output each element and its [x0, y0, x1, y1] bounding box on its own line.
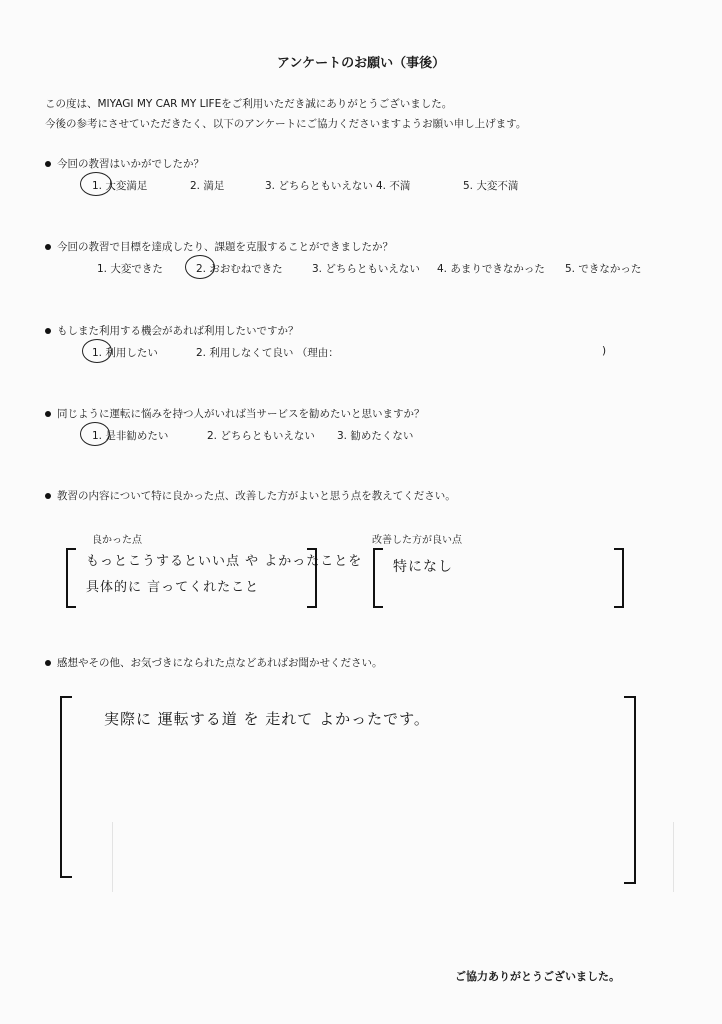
selected-circle-mark [185, 255, 215, 279]
q4-option-3[interactable]: 3. 勧めたくない [337, 430, 414, 442]
good-points-answer-line-1[interactable]: もっとこうするといい点 や よかったことを [86, 554, 363, 569]
answer-bracket-left [373, 548, 383, 608]
comment-bracket-left [60, 696, 72, 878]
q3-option-1[interactable]: 1. 利用したい [92, 347, 158, 359]
answer-bracket-right [614, 548, 624, 608]
q3-reason-close: ) [602, 345, 607, 357]
question-4-text: 同じように運転に悩みを持つ人がいれば当サービスを勧めたいと思いますか？ [57, 408, 425, 420]
page-title: アンケートのお願い（事後） [276, 56, 446, 71]
q2-option-4[interactable]: 4. あまりできなかった [437, 263, 545, 275]
bullet-icon [45, 244, 51, 250]
q2-option-3[interactable]: 3. どちらともいえない [312, 263, 420, 275]
bullet-icon [45, 328, 51, 334]
show-through-bracket [112, 822, 674, 892]
q1-option-2[interactable]: 2. 満足 [190, 180, 225, 192]
question-3-text: もしまた利用する機会があれば利用したいですか？ [57, 325, 299, 337]
good-points-label: 良かった点 [92, 535, 142, 546]
q1-option-4[interactable]: 4. 不満 [376, 180, 411, 192]
question-1-text: 今回の教習はいかがでしたか？ [57, 158, 204, 170]
q1-option-1[interactable]: 1. 大変満足 [92, 180, 148, 192]
question-5 [45, 488, 456, 503]
question-5-text: 教習の内容について特に良かった点、改善した方がよいと思う点を教えてください。 [57, 490, 456, 502]
q4-option-2[interactable]: 2. どちらともいえない [207, 430, 315, 442]
q4-option-1[interactable]: 1. 是非勧めたい [92, 430, 169, 442]
comment-answer[interactable]: 実際に 運転する道 を 走れて よかったです。 [104, 710, 430, 728]
question-3 [45, 323, 299, 338]
q2-option-1[interactable]: 1. 大変できた [97, 263, 163, 275]
question-6-text: 感想やその他、お気づきになられた点などあればお聞かせください。 [57, 657, 383, 669]
question-4 [45, 406, 425, 421]
intro-line-1: この度は、MIYAGI MY CAR MY LIFEをご利用いただき誠にありがとうございました。 [45, 98, 453, 110]
question-6 [45, 655, 383, 670]
closing-message: ご協力ありがとうございました。 [455, 970, 620, 983]
bullet-icon [45, 161, 51, 167]
intro-line-2: 今後の参考にさせていただきたく、以下のアンケートにご協力くださいますようお願い申し上げます。 [45, 118, 527, 130]
selected-circle-mark [82, 339, 112, 363]
q2-option-5[interactable]: 5. できなかった [565, 263, 642, 275]
bullet-icon [45, 493, 51, 499]
selected-circle-mark [80, 172, 112, 196]
q2-option-2[interactable]: 2. おおむねできた [196, 263, 283, 275]
question-1 [45, 156, 204, 171]
good-points-answer-line-2[interactable]: 具体的に 言ってくれたこと [86, 580, 260, 595]
q3-option-2[interactable]: 2. 利用しなくて良い （理由： [196, 347, 339, 359]
q1-option-3[interactable]: 3. どちらともいえない [265, 180, 373, 192]
q1-option-5[interactable]: 5. 大変不満 [463, 180, 519, 192]
selected-circle-mark [80, 422, 110, 446]
improve-points-answer[interactable]: 特になし [393, 559, 453, 575]
question-2-text: 今回の教習で目標を達成したり、課題を克服することができましたか？ [57, 241, 393, 253]
question-2 [45, 239, 393, 254]
improve-points-label: 改善した方が良い点 [372, 535, 462, 546]
bullet-icon [45, 660, 51, 666]
bullet-icon [45, 411, 51, 417]
question-2-options [0, 261, 722, 277]
answer-bracket-left [66, 548, 76, 608]
